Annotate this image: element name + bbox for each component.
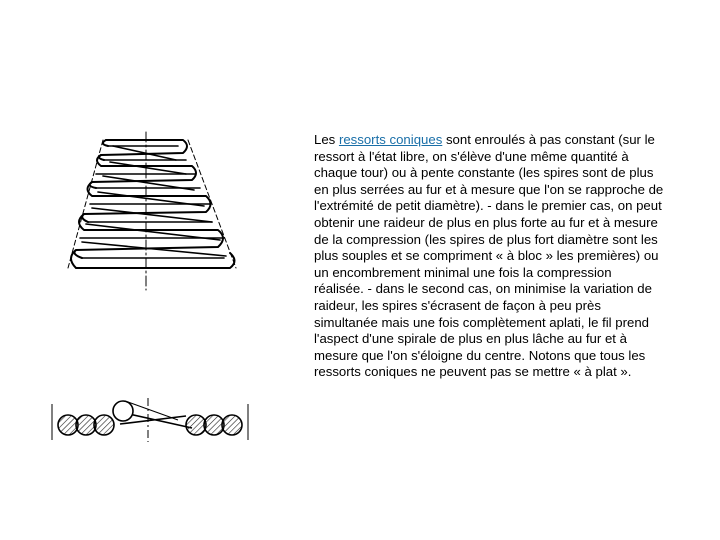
body-text: sont enroulés à pas constant (sur le ressort à l'état libre, on s'élève d'une même quantité à chaque tour) ou à pente constante (les spires sont de plus en plus serrées au fur et à mesure que l'on se rapproche de l'extrémité de petit diamètre). - dans le premier cas, on peut obtenir une raideur de plus en plus forte au fur et à mesure de la compression (les spires de plus fort diamètre sont les plus souples et se compriment « à bloc » les premières) ou un encombrement minimal une fois la compression réalisée. - dans le second cas, on minimise la variation de raideur, les spires s'écrasent de façon à peu près simultanée mais une fois complètement aplati, le fil prend l'aspect d'une spirale de plus en plus lâche au fur et à mesure que l'on s'éloigne du centre. Notons que tous les ressorts coniques ne peuvent pas se mettre « à plat ». [314,132,664,380]
conical-spring-illustration [0,0,300,540]
spring-description-paragraph [314,132,664,381]
ressorts-coniques-link[interactable]: ressorts coniques [338,132,443,147]
conical-spring-icon [68,132,236,290]
flat-spring-section-icon [52,398,248,442]
intro-text: Les [314,132,339,147]
